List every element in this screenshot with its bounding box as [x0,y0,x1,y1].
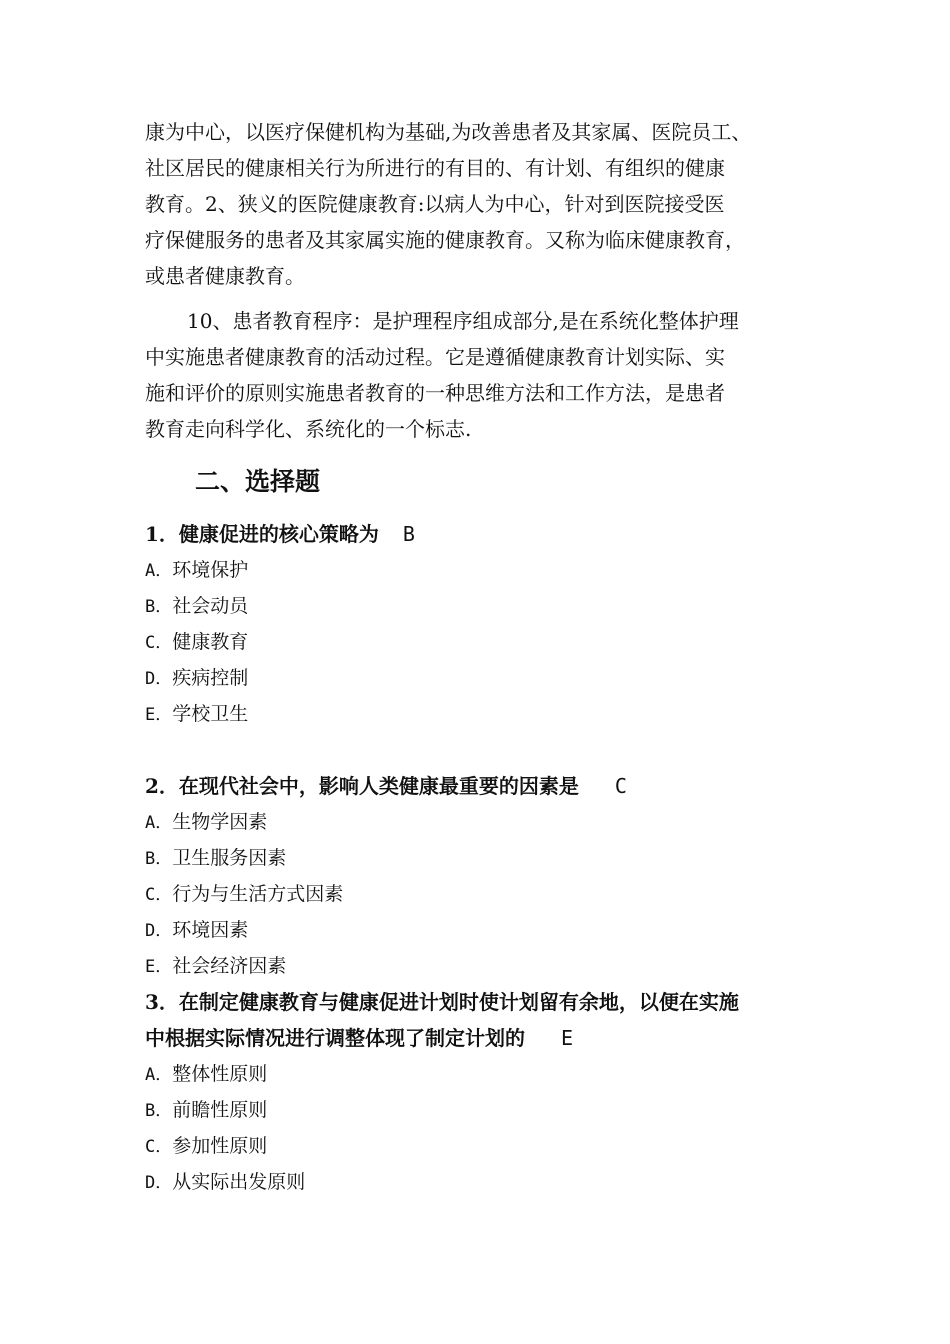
answer-key: B [402,522,415,546]
option-item [145,1128,845,1164]
option-letter: C． [145,633,173,653]
option-item [145,804,845,840]
paragraph-line: 施和评价的原则实施患者教育的一种思维方法和工作方法，是患者 [145,381,725,405]
option-text: 卫生服务因素 [172,847,287,869]
option-letter: C． [145,1137,173,1157]
option-item [145,660,845,696]
option-text: 参加性原则 [172,1135,268,1157]
option-item [145,588,845,624]
question-block [145,516,845,732]
option-item [145,1092,845,1128]
option-letter: B． [145,1101,173,1121]
question-text: 2．在现代社会中，影响人类健康最重要的因素是 [145,774,579,798]
option-letter: B． [145,849,173,869]
option-item [145,912,845,948]
option-text: 环境因素 [172,919,249,941]
option-item [145,624,845,660]
question-block [145,984,845,1200]
option-item [145,696,845,732]
option-letter: D． [145,669,173,689]
answer-key: E [561,1026,574,1050]
paragraph-line: 教育。2、狭义的医院健康教育:以病人为中心，针对到医院接受医 [145,192,725,216]
option-text: 行为与生活方式因素 [172,883,344,905]
option-item [145,1056,845,1092]
option-text: 社会经济因素 [172,955,287,977]
question-text: 3．在制定健康教育与健康促进计划时使计划留有余地，以便在实施 [145,990,739,1014]
question-stem [145,516,845,552]
option-text: 整体性原则 [172,1063,268,1085]
option-item [145,876,845,912]
option-text: 环境保护 [172,559,249,581]
option-item [145,1164,845,1200]
question-stem [145,1020,845,1056]
option-letter: E． [145,705,173,725]
question-stem [145,768,845,804]
paragraph-line: 教育走向科学化、系统化的一个标志. [145,417,472,441]
question-block [145,768,845,984]
paragraph-line: 康为中心，以医疗保健机构为基础,为改善患者及其家属、医院员工、 [145,120,752,144]
option-text: 社会动员 [172,595,249,617]
option-letter: B． [145,597,173,617]
body-paragraph [145,114,835,294]
paragraph-line: 中实施患者健康教育的活动过程。它是遵循健康教育计划实际、实 [145,345,725,369]
question-text: 1．健康促进的核心策略为 [145,522,379,546]
option-letter: C． [145,885,173,905]
option-text: 疾病控制 [172,667,249,689]
option-item [145,552,845,588]
paragraph-line: 10、患者教育程序：是护理程序组成部分,是在系统化整体护理 [187,309,739,333]
option-item [145,840,845,876]
option-letter: D． [145,921,173,941]
option-letter: E． [145,957,173,977]
option-text: 学校卫生 [172,703,249,725]
option-letter: A． [145,1065,173,1085]
paragraph-line: 社区居民的健康相关行为所进行的有目的、有计划、有组织的健康 [145,156,725,180]
option-text: 生物学因素 [172,811,268,833]
option-text: 前瞻性原则 [172,1099,268,1121]
option-text: 从实际出发原则 [172,1171,306,1193]
option-item [145,948,845,984]
option-letter: D． [145,1173,173,1193]
question-stem [145,984,845,1020]
body-paragraph [145,303,835,447]
question-text: 中根据实际情况进行调整体现了制定计划的 [145,1026,525,1050]
option-letter: A． [145,813,173,833]
section-heading: 二、选择题 [195,467,321,496]
answer-key: C [614,774,627,798]
option-letter: A． [145,561,173,581]
paragraph-line: 疗保健服务的患者及其家属实施的健康教育。又称为临床健康教育， [145,228,745,252]
option-text: 健康教育 [172,631,249,653]
paragraph-line: 或患者健康教育。 [145,264,305,288]
